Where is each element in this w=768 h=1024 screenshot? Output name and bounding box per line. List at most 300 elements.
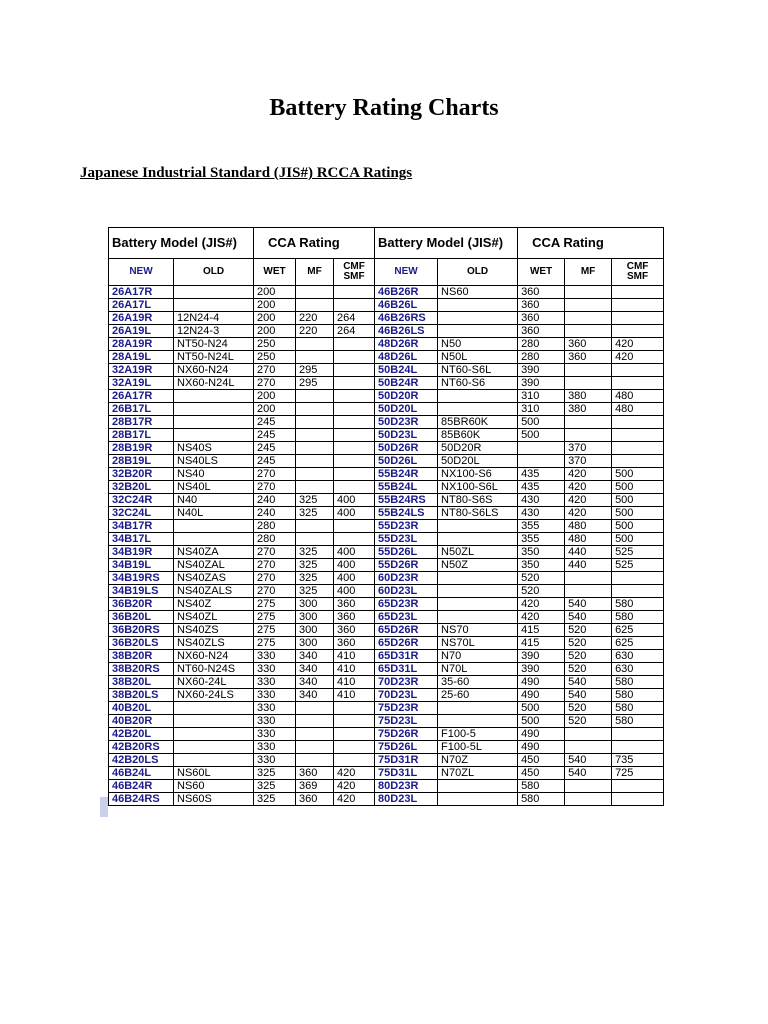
rating-cell: 325 (296, 546, 334, 559)
rating-cell: 440 (565, 546, 612, 559)
model-old-cell (438, 793, 518, 806)
rating-cell: 430 (518, 507, 565, 520)
rating-cell: 625 (612, 624, 664, 637)
model-old-cell (174, 754, 254, 767)
rating-cell: 325 (296, 585, 334, 598)
model-old-cell: NT60-N24S (174, 663, 254, 676)
rating-cell: 450 (518, 767, 565, 780)
rating-cell (334, 377, 375, 390)
model-old-cell (438, 520, 518, 533)
model-old-cell: N40 (174, 494, 254, 507)
rating-cell: 520 (565, 637, 612, 650)
table-row (109, 507, 664, 520)
rating-cell (296, 728, 334, 741)
model-old-cell (174, 715, 254, 728)
rating-cell (565, 377, 612, 390)
model-old-cell: NT80-S6S (438, 494, 518, 507)
model-new-cell: 50D20L (375, 403, 438, 416)
model-new-cell: 46B26L (375, 299, 438, 312)
model-old-cell: NX60-24LS (174, 689, 254, 702)
rating-cell: 360 (518, 325, 565, 338)
model-old-cell: NT80-S6LS (438, 507, 518, 520)
rating-cell (565, 364, 612, 377)
model-new-cell: 80D23L (375, 793, 438, 806)
rating-cell: 360 (334, 624, 375, 637)
rating-cell: 325 (296, 572, 334, 585)
rating-cell: 580 (612, 715, 664, 728)
rating-cell: 275 (254, 611, 296, 624)
rating-cell: 200 (254, 403, 296, 416)
rating-cell (334, 286, 375, 299)
model-old-cell: NS40ZL (174, 611, 254, 624)
rating-cell: 480 (565, 533, 612, 546)
table-row (109, 611, 664, 624)
rating-cell (334, 468, 375, 481)
rating-cell: 540 (565, 689, 612, 702)
model-old-cell: 50D20R (438, 442, 518, 455)
rating-cell (612, 299, 664, 312)
table-row (109, 494, 664, 507)
model-new-cell: 32C24L (109, 507, 174, 520)
model-new-cell: 65D23L (375, 611, 438, 624)
rating-cell: 435 (518, 481, 565, 494)
rating-cell: 360 (565, 351, 612, 364)
table-row (109, 312, 664, 325)
model-old-cell: NX100-S6L (438, 481, 518, 494)
rating-cell: 540 (565, 754, 612, 767)
model-new-cell: 36B20LS (109, 637, 174, 650)
column-header: MF (296, 259, 334, 286)
model-old-cell: NS40 (174, 468, 254, 481)
rating-cell: 400 (334, 494, 375, 507)
rating-cell: 350 (518, 546, 565, 559)
rating-cell (334, 403, 375, 416)
rating-cell (612, 325, 664, 338)
rating-cell: 420 (565, 494, 612, 507)
rating-cell (334, 520, 375, 533)
column-header: NEW (375, 259, 438, 286)
model-new-cell: 32B20R (109, 468, 174, 481)
rating-cell: 360 (334, 611, 375, 624)
model-old-cell: NS40L (174, 481, 254, 494)
table-row (109, 780, 664, 793)
model-new-cell: 46B26RS (375, 312, 438, 325)
rating-cell: 200 (254, 286, 296, 299)
rating-cell: 490 (518, 741, 565, 754)
model-old-cell: 50D20L (438, 455, 518, 468)
rating-cell: 270 (254, 585, 296, 598)
model-new-cell: 28B19L (109, 455, 174, 468)
rating-cell: 520 (565, 663, 612, 676)
rating-cell: 310 (518, 403, 565, 416)
rating-cell: 440 (565, 559, 612, 572)
model-old-cell (438, 299, 518, 312)
rating-cell: 490 (518, 689, 565, 702)
table-row (109, 351, 664, 364)
rating-cell: 200 (254, 390, 296, 403)
rating-cell: 480 (565, 520, 612, 533)
rating-cell: 240 (254, 507, 296, 520)
rating-cell: 450 (518, 754, 565, 767)
rating-cell: 330 (254, 663, 296, 676)
table-row (109, 637, 664, 650)
rating-cell (612, 312, 664, 325)
rating-cell: 355 (518, 533, 565, 546)
column-header: CMF SMF (612, 259, 664, 286)
rating-cell: 360 (296, 793, 334, 806)
model-new-cell: 32A19R (109, 364, 174, 377)
model-new-cell: 55D23L (375, 533, 438, 546)
table-row (109, 429, 664, 442)
table-row (109, 390, 664, 403)
rating-cell: 280 (518, 338, 565, 351)
model-old-cell: 35-60 (438, 676, 518, 689)
rating-cell (612, 429, 664, 442)
model-new-cell: 75D23R (375, 702, 438, 715)
column-header: MF (565, 259, 612, 286)
model-old-cell (438, 390, 518, 403)
rating-cell: 520 (565, 702, 612, 715)
rating-cell (296, 455, 334, 468)
model-old-cell: N70Z (438, 754, 518, 767)
table-row (109, 702, 664, 715)
rating-cell: 330 (254, 650, 296, 663)
rating-cell: 540 (565, 611, 612, 624)
model-new-cell: 65D31L (375, 663, 438, 676)
rating-cell: 490 (518, 676, 565, 689)
rating-cell: 330 (254, 728, 296, 741)
model-old-cell (438, 598, 518, 611)
model-old-cell (438, 533, 518, 546)
rating-cell (565, 286, 612, 299)
rating-cell: 300 (296, 637, 334, 650)
column-header: NEW (109, 259, 174, 286)
model-new-cell: 50B24R (375, 377, 438, 390)
table-row (109, 741, 664, 754)
model-old-cell: NX60-N24L (174, 377, 254, 390)
model-new-cell: 28B17R (109, 416, 174, 429)
rating-cell: 410 (334, 650, 375, 663)
rating-cell: 420 (334, 780, 375, 793)
rating-cell (334, 481, 375, 494)
rating-cell: 325 (254, 767, 296, 780)
rating-cell: 500 (518, 416, 565, 429)
model-old-cell (174, 702, 254, 715)
rating-cell: 390 (518, 364, 565, 377)
rating-cell (334, 299, 375, 312)
model-new-cell: 32B20L (109, 481, 174, 494)
model-old-cell: NX60-N24 (174, 364, 254, 377)
model-old-cell: NX60-24L (174, 676, 254, 689)
model-new-cell: 55D26L (375, 546, 438, 559)
table-row (109, 286, 664, 299)
table-row (109, 676, 664, 689)
table-row (109, 468, 664, 481)
model-new-cell: 34B19R (109, 546, 174, 559)
model-new-cell: 75D26L (375, 741, 438, 754)
model-new-cell: 46B24R (109, 780, 174, 793)
model-new-cell: 65D23R (375, 598, 438, 611)
model-new-cell: 36B20L (109, 611, 174, 624)
model-old-cell: F100-5 (438, 728, 518, 741)
rating-cell (296, 741, 334, 754)
rating-cell: 520 (565, 650, 612, 663)
rating-cell (612, 286, 664, 299)
rating-cell: 410 (334, 663, 375, 676)
rating-cell: 390 (518, 650, 565, 663)
rating-cell: 630 (612, 663, 664, 676)
model-old-cell (438, 325, 518, 338)
model-old-cell: N70 (438, 650, 518, 663)
model-new-cell: 75D31L (375, 767, 438, 780)
rating-cell (296, 520, 334, 533)
rating-cell: 490 (518, 728, 565, 741)
model-new-cell: 36B20RS (109, 624, 174, 637)
model-new-cell: 55B24R (375, 468, 438, 481)
rating-cell: 369 (296, 780, 334, 793)
rating-cell: 270 (254, 546, 296, 559)
model-new-cell: 50D26R (375, 442, 438, 455)
rating-cell: 360 (518, 286, 565, 299)
rating-cell: 200 (254, 312, 296, 325)
model-old-cell: NS60 (174, 780, 254, 793)
model-new-cell: 26A19R (109, 312, 174, 325)
rating-cell: 400 (334, 559, 375, 572)
rating-cell: 390 (518, 377, 565, 390)
rating-cell: 380 (565, 403, 612, 416)
model-old-cell (438, 572, 518, 585)
rating-cell (565, 793, 612, 806)
rating-cell: 250 (254, 338, 296, 351)
table-row (109, 416, 664, 429)
group-header: Battery Model (JIS#) (375, 228, 518, 259)
model-new-cell: 50D20R (375, 390, 438, 403)
rating-cell: 270 (254, 468, 296, 481)
column-header: WET (254, 259, 296, 286)
model-old-cell (438, 611, 518, 624)
rating-cell: 420 (565, 507, 612, 520)
rating-cell: 280 (254, 520, 296, 533)
model-new-cell: 28A19L (109, 351, 174, 364)
rating-cell: 270 (254, 364, 296, 377)
rating-cell (334, 364, 375, 377)
model-new-cell: 65D26R (375, 637, 438, 650)
rating-cell (334, 338, 375, 351)
rating-cell: 245 (254, 429, 296, 442)
rating-cell (612, 442, 664, 455)
rating-cell: 410 (334, 689, 375, 702)
rating-cell: 625 (612, 637, 664, 650)
rating-cell: 540 (565, 676, 612, 689)
model-old-cell (438, 702, 518, 715)
rating-cell (518, 442, 565, 455)
table-row (109, 442, 664, 455)
rating-cell: 735 (612, 754, 664, 767)
model-old-cell (174, 728, 254, 741)
table-row (109, 533, 664, 546)
rating-cell: 325 (296, 494, 334, 507)
rating-cell: 270 (254, 377, 296, 390)
model-old-cell (174, 299, 254, 312)
rating-cell: 270 (254, 559, 296, 572)
rating-cell: 400 (334, 507, 375, 520)
rating-cell: 580 (518, 793, 565, 806)
model-new-cell: 48D26R (375, 338, 438, 351)
rating-cell: 500 (518, 702, 565, 715)
rating-cell: 580 (612, 676, 664, 689)
model-new-cell: 80D23R (375, 780, 438, 793)
rating-cell (334, 390, 375, 403)
rating-cell: 500 (612, 507, 664, 520)
rating-cell: 240 (254, 494, 296, 507)
model-old-cell: NS60 (438, 286, 518, 299)
rating-cell: 415 (518, 637, 565, 650)
rating-cell (334, 429, 375, 442)
rating-cell: 360 (296, 767, 334, 780)
rating-cell: 500 (612, 533, 664, 546)
rating-cell: 540 (565, 598, 612, 611)
rating-cell: 280 (254, 533, 296, 546)
rating-cell: 300 (296, 624, 334, 637)
rating-cell (334, 351, 375, 364)
table-row (109, 299, 664, 312)
model-old-cell: 85BR60K (438, 416, 518, 429)
model-new-cell: 34B19L (109, 559, 174, 572)
model-new-cell: 75D23L (375, 715, 438, 728)
model-new-cell: 55D23R (375, 520, 438, 533)
rating-cell (565, 429, 612, 442)
model-old-cell (174, 403, 254, 416)
table-row (109, 325, 664, 338)
model-old-cell (438, 585, 518, 598)
rating-cell (296, 702, 334, 715)
rating-cell: 330 (254, 689, 296, 702)
table-row (109, 793, 664, 806)
table-row (109, 754, 664, 767)
rating-cell: 500 (518, 715, 565, 728)
model-old-cell: NS40ZLS (174, 637, 254, 650)
model-old-cell: NS40ZALS (174, 585, 254, 598)
table-row (109, 546, 664, 559)
rating-cell: 480 (612, 403, 664, 416)
model-new-cell: 38B20RS (109, 663, 174, 676)
rating-cell: 580 (612, 689, 664, 702)
table-row (109, 377, 664, 390)
rating-cell (334, 416, 375, 429)
table-row (109, 559, 664, 572)
column-header: CMF SMF (334, 259, 375, 286)
rating-cell: 340 (296, 663, 334, 676)
table-row (109, 520, 664, 533)
rating-cell (612, 741, 664, 754)
rating-cell: 420 (518, 598, 565, 611)
rating-cell: 355 (518, 520, 565, 533)
model-new-cell: 34B17L (109, 533, 174, 546)
group-header: CCA Rating (518, 228, 664, 259)
model-old-cell: 12N24-3 (174, 325, 254, 338)
model-old-cell (174, 286, 254, 299)
model-new-cell: 38B20LS (109, 689, 174, 702)
rating-cell: 580 (612, 702, 664, 715)
model-new-cell: 65D26R (375, 624, 438, 637)
rating-cell: 400 (334, 572, 375, 585)
rating-cell (334, 754, 375, 767)
rating-cell: 340 (296, 689, 334, 702)
rating-cell: 420 (334, 767, 375, 780)
model-old-cell (438, 312, 518, 325)
table-row (109, 364, 664, 377)
model-old-cell: NX100-S6 (438, 468, 518, 481)
model-new-cell: 34B19LS (109, 585, 174, 598)
column-header: WET (518, 259, 565, 286)
model-new-cell: 60D23L (375, 585, 438, 598)
rating-cell: 330 (254, 741, 296, 754)
model-old-cell (438, 715, 518, 728)
model-new-cell: 26A17R (109, 390, 174, 403)
rating-cell: 520 (565, 624, 612, 637)
table-row (109, 338, 664, 351)
rating-cell: 520 (565, 715, 612, 728)
rating-cell: 295 (296, 377, 334, 390)
rating-cell: 245 (254, 416, 296, 429)
model-old-cell (174, 520, 254, 533)
rating-cell (565, 572, 612, 585)
rating-cell: 420 (518, 611, 565, 624)
section-heading: Japanese Industrial Standard (JIS#) RCCA Ratings (80, 165, 413, 181)
rating-cell: 325 (296, 559, 334, 572)
model-new-cell: 60D23R (375, 572, 438, 585)
rating-cell (334, 715, 375, 728)
rating-cell (296, 403, 334, 416)
rating-cell: 500 (612, 481, 664, 494)
model-new-cell: 36B20R (109, 598, 174, 611)
rcca-ratings-table (108, 227, 664, 806)
rating-cell (565, 780, 612, 793)
model-new-cell: 65D31R (375, 650, 438, 663)
rating-cell: 220 (296, 312, 334, 325)
rating-cell: 360 (334, 598, 375, 611)
model-old-cell: NT50-N24 (174, 338, 254, 351)
column-header-row (109, 259, 664, 286)
rating-cell (612, 585, 664, 598)
rating-cell: 325 (296, 507, 334, 520)
rating-cell: 520 (518, 572, 565, 585)
model-old-cell: 12N24-4 (174, 312, 254, 325)
table-row (109, 481, 664, 494)
model-old-cell (174, 533, 254, 546)
rating-cell: 360 (565, 338, 612, 351)
page-title: Battery Rating Charts (269, 95, 499, 121)
rating-cell (565, 299, 612, 312)
model-new-cell: 28B19R (109, 442, 174, 455)
model-new-cell: 55B24RS (375, 494, 438, 507)
table-row (109, 598, 664, 611)
model-old-cell (438, 780, 518, 793)
model-new-cell: 42B20RS (109, 741, 174, 754)
model-old-cell: NS40ZAL (174, 559, 254, 572)
rating-cell: 340 (296, 676, 334, 689)
model-new-cell: 46B24RS (109, 793, 174, 806)
rating-cell: 400 (334, 585, 375, 598)
model-old-cell: NS40S (174, 442, 254, 455)
rating-cell: 370 (565, 442, 612, 455)
rating-cell: 370 (565, 455, 612, 468)
rating-cell: 360 (334, 637, 375, 650)
rating-cell (612, 455, 664, 468)
rating-cell (612, 572, 664, 585)
model-old-cell: N50L (438, 351, 518, 364)
table-row (109, 572, 664, 585)
